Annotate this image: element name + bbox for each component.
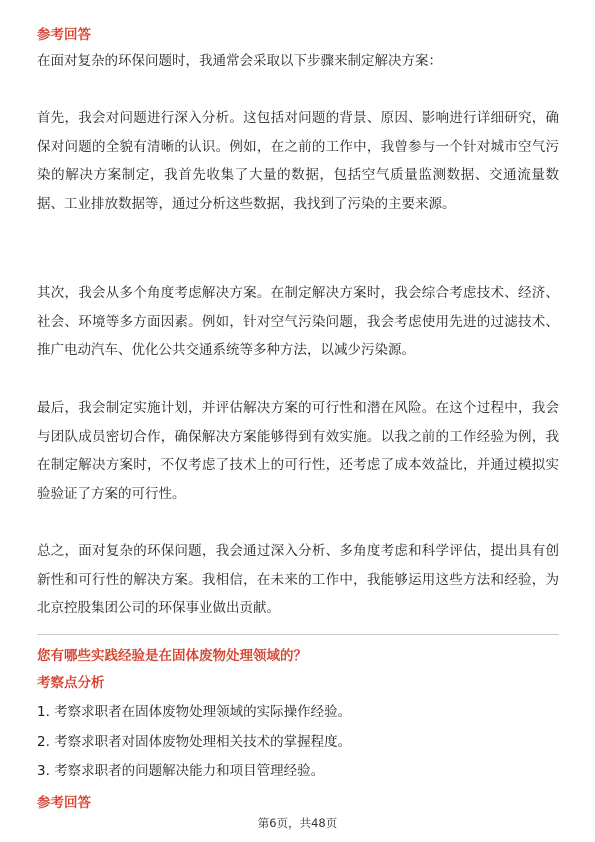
page-number-footer: 第6页，共48页 [257,816,338,830]
analysis-heading: 考察点分析 [37,675,105,691]
paragraph-first-step: 首先，我会对问题进行深入分析。这包括对问题的背景、原因、影响进行详细研究，确保对问题的全貌有清晰的认识。例如，在之前的工作中，我曾参与一个针对城市空气污染的解决方案制定，我首先收集了大量的数据，包括空气质量监测数据、交通流量数据、工业排放数据等，通过分析这些数据，我找到了污染的主要来源。 [37,110,559,212]
intro-paragraph: 在面对复杂的环保问题时，我通常会采取以下步骤来制定解决方案： [37,53,442,69]
paragraph-conclusion: 总之，面对复杂的环保问题，我会通过深入分析、多角度考虑和科学评估，提出具有创新性和可行性的解决方案。我相信，在未来的工作中，我能够运用这些方法和经验，为北京控股集团公司的环保事业做出贡献。 [37,543,559,617]
analysis-item-1: 1. 考察求职者在固体废物处理领域的实际操作经验。 [37,704,352,720]
analysis-item-2: 2. 考察求职者对固体废物处理相关技术的掌握程度。 [37,734,352,750]
section-divider [37,634,559,635]
analysis-item-3: 3. 考察求职者的问题解决能力和项目管理经验。 [37,763,325,779]
reference-answer-heading: 参考回答 [37,27,91,43]
paragraph-second-step: 其次，我会从多个角度考虑解决方案。在制定解决方案时，我会综合考虑技术、经济、社会、环境等多方面因素。例如，针对空气污染问题，我会考虑使用先进的过滤技术、推广电动汽车、优化公共交通系统等多种方法，以减少污染源。 [37,285,559,359]
reference-answer-heading-2: 参考回答 [37,795,91,811]
paragraph-final-step: 最后，我会制定实施计划，并评估解决方案的可行性和潜在风险。在这个过程中，我会与团队成员密切合作，确保解决方案能够得到有效实施。以我之前的工作经验为例，我在制定解决方案时，不仅考虑了技术上的可行性，还考虑了成本效益比，并通过模拟实验验证了方案的可行性。 [37,400,559,502]
question-heading: 您有哪些实践经验是在固体废物处理领域的？ [37,648,307,664]
